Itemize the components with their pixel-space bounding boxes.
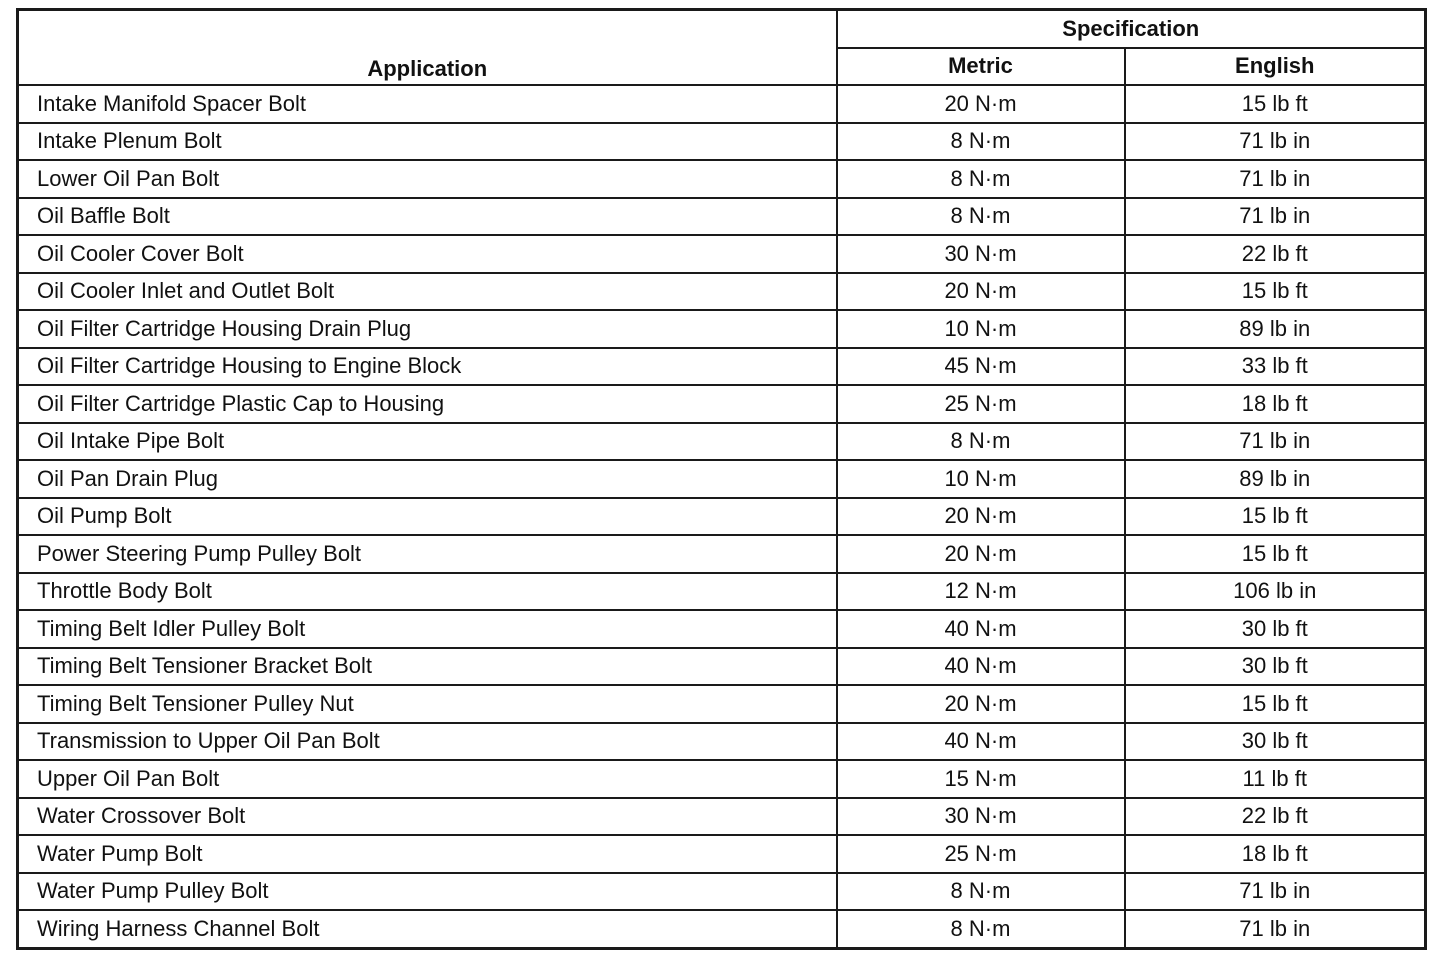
table-row <box>18 273 1426 311</box>
english-cell: 71 lb in <box>1125 423 1426 461</box>
table-row <box>18 535 1426 573</box>
table-row <box>18 310 1426 348</box>
metric-cell: 20 N·m <box>837 498 1125 536</box>
english-cell: 18 lb ft <box>1125 835 1426 873</box>
table-row <box>18 910 1426 948</box>
table-row <box>18 648 1426 686</box>
application-cell: Lower Oil Pan Bolt <box>18 160 837 198</box>
english-cell: 15 lb ft <box>1125 535 1426 573</box>
english-cell: 71 lb in <box>1125 160 1426 198</box>
application-cell: Oil Baffle Bolt <box>18 198 837 236</box>
application-cell: Water Pump Pulley Bolt <box>18 873 837 911</box>
header-row-top <box>18 10 1426 48</box>
english-cell: 71 lb in <box>1125 873 1426 911</box>
application-cell: Oil Pump Bolt <box>18 498 837 536</box>
english-cell: 33 lb ft <box>1125 348 1426 386</box>
metric-cell: 25 N·m <box>837 385 1125 423</box>
metric-cell: 45 N·m <box>837 348 1125 386</box>
application-cell: Timing Belt Tensioner Pulley Nut <box>18 685 837 723</box>
application-cell: Intake Plenum Bolt <box>18 123 837 161</box>
application-cell: Oil Pan Drain Plug <box>18 460 837 498</box>
metric-cell: 8 N·m <box>837 873 1125 911</box>
table-row <box>18 610 1426 648</box>
header-specification: Specification <box>837 10 1426 48</box>
application-cell: Oil Intake Pipe Bolt <box>18 423 837 461</box>
application-cell: Oil Filter Cartridge Plastic Cap to Housing <box>18 385 837 423</box>
table-row <box>18 723 1426 761</box>
english-cell: 71 lb in <box>1125 123 1426 161</box>
table-row <box>18 85 1426 123</box>
english-cell: 11 lb ft <box>1125 760 1426 798</box>
metric-cell: 20 N·m <box>837 535 1125 573</box>
metric-cell: 25 N·m <box>837 835 1125 873</box>
metric-cell: 15 N·m <box>837 760 1125 798</box>
metric-cell: 8 N·m <box>837 160 1125 198</box>
metric-cell: 8 N·m <box>837 123 1125 161</box>
english-cell: 106 lb in <box>1125 573 1426 611</box>
table-row <box>18 835 1426 873</box>
table-row <box>18 573 1426 611</box>
application-cell: Timing Belt Idler Pulley Bolt <box>18 610 837 648</box>
header-english: English <box>1125 48 1426 86</box>
english-cell: 15 lb ft <box>1125 685 1426 723</box>
application-cell: Power Steering Pump Pulley Bolt <box>18 535 837 573</box>
table-row <box>18 873 1426 911</box>
table-row <box>18 760 1426 798</box>
table-row <box>18 685 1426 723</box>
application-cell: Water Pump Bolt <box>18 835 837 873</box>
table-row <box>18 385 1426 423</box>
metric-cell: 40 N·m <box>837 610 1125 648</box>
english-cell: 15 lb ft <box>1125 498 1426 536</box>
application-cell: Transmission to Upper Oil Pan Bolt <box>18 723 837 761</box>
english-cell: 22 lb ft <box>1125 235 1426 273</box>
application-cell: Oil Filter Cartridge Housing to Engine Block <box>18 348 837 386</box>
application-cell: Upper Oil Pan Bolt <box>18 760 837 798</box>
metric-cell: 30 N·m <box>837 798 1125 836</box>
metric-cell: 12 N·m <box>837 573 1125 611</box>
metric-cell: 10 N·m <box>837 460 1125 498</box>
metric-cell: 8 N·m <box>837 423 1125 461</box>
english-cell: 89 lb in <box>1125 310 1426 348</box>
metric-cell: 10 N·m <box>837 310 1125 348</box>
torque-spec-table <box>16 8 1427 950</box>
header-application: Application <box>18 10 837 86</box>
table-row <box>18 460 1426 498</box>
table-row <box>18 235 1426 273</box>
english-cell: 30 lb ft <box>1125 723 1426 761</box>
metric-cell: 40 N·m <box>837 723 1125 761</box>
table-row <box>18 198 1426 236</box>
table-row <box>18 123 1426 161</box>
metric-cell: 40 N·m <box>837 648 1125 686</box>
application-cell: Oil Filter Cartridge Housing Drain Plug <box>18 310 837 348</box>
application-cell: Intake Manifold Spacer Bolt <box>18 85 837 123</box>
metric-cell: 8 N·m <box>837 910 1125 948</box>
metric-cell: 20 N·m <box>837 273 1125 311</box>
metric-cell: 20 N·m <box>837 685 1125 723</box>
application-cell: Water Crossover Bolt <box>18 798 837 836</box>
english-cell: 71 lb in <box>1125 910 1426 948</box>
table-row <box>18 798 1426 836</box>
english-cell: 18 lb ft <box>1125 385 1426 423</box>
application-cell: Throttle Body Bolt <box>18 573 837 611</box>
metric-cell: 8 N·m <box>837 198 1125 236</box>
english-cell: 89 lb in <box>1125 460 1426 498</box>
english-cell: 30 lb ft <box>1125 648 1426 686</box>
english-cell: 15 lb ft <box>1125 85 1426 123</box>
metric-cell: 20 N·m <box>837 85 1125 123</box>
english-cell: 15 lb ft <box>1125 273 1426 311</box>
application-cell: Oil Cooler Inlet and Outlet Bolt <box>18 273 837 311</box>
application-cell: Oil Cooler Cover Bolt <box>18 235 837 273</box>
table-row <box>18 423 1426 461</box>
metric-cell: 30 N·m <box>837 235 1125 273</box>
english-cell: 30 lb ft <box>1125 610 1426 648</box>
table-row <box>18 498 1426 536</box>
table-row <box>18 160 1426 198</box>
header-metric: Metric <box>837 48 1125 86</box>
application-cell: Timing Belt Tensioner Bracket Bolt <box>18 648 837 686</box>
table-header <box>18 10 1426 86</box>
english-cell: 22 lb ft <box>1125 798 1426 836</box>
table-row <box>18 348 1426 386</box>
table-body <box>18 85 1426 948</box>
english-cell: 71 lb in <box>1125 198 1426 236</box>
application-cell: Wiring Harness Channel Bolt <box>18 910 837 948</box>
